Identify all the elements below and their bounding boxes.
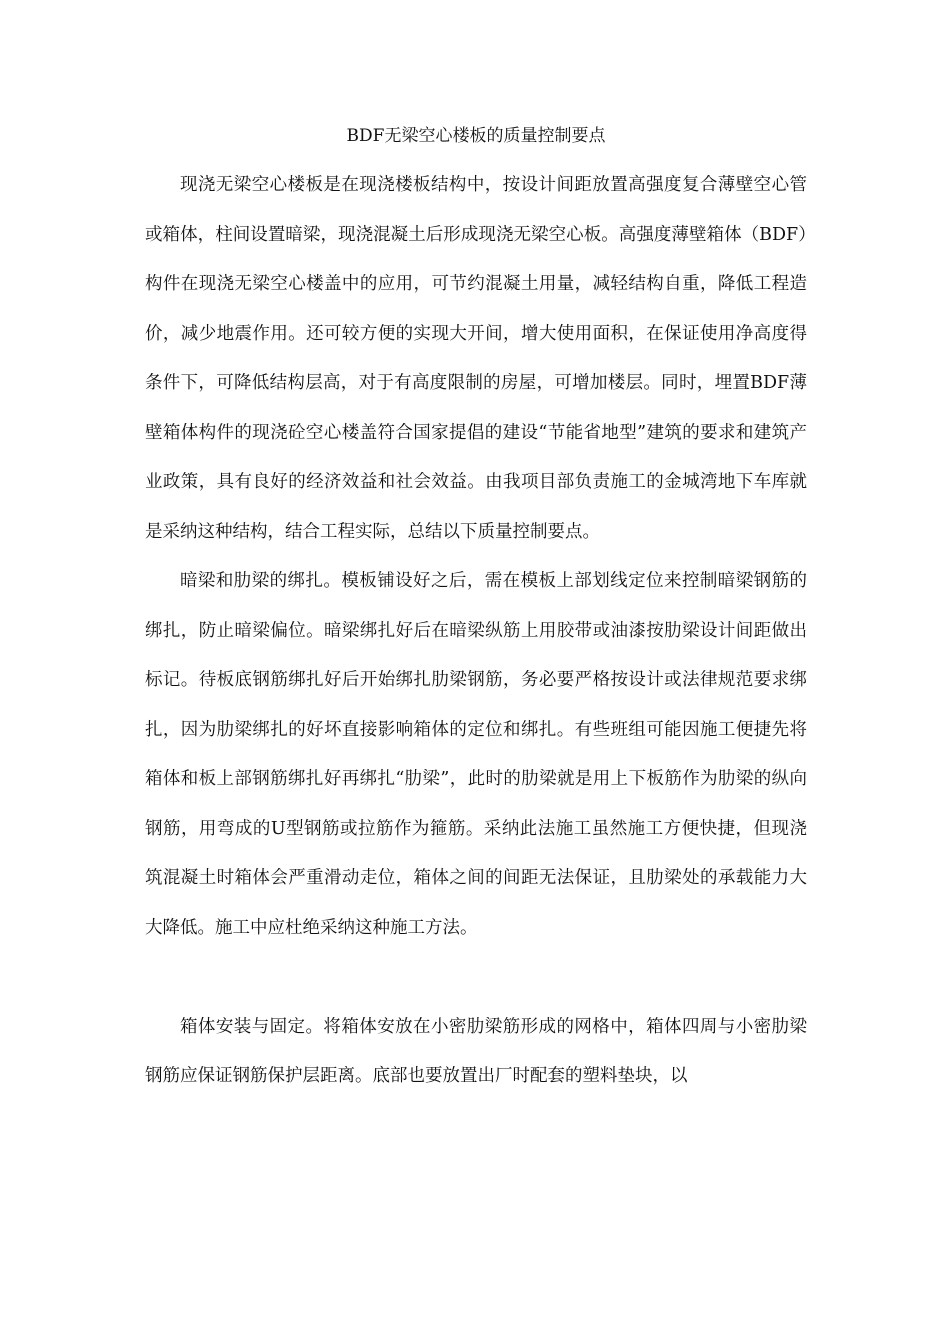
- paragraph-intro: 现浇无梁空心楼板是在现浇楼板结构中，按设计间距放置高强度复合薄壁空心管或箱体，柱间设置暗梁，现浇混凝土后形成现浇无梁空心板。高强度薄壁箱体（BDF）构件在现浇无梁空心楼盖中的应用，可节约混凝土用量，减轻结构自重，降低工程造价，减少地震作用。还可较方便的实现大开间，增大使用面积，在保证使用净高度得条件下，可降低结构层高，对于有高度限制的房屋，可增加楼层。同时，埋置BDF薄壁箱体构件的现浇砼空心楼盖符合国家提倡的建设“节能省地型”建筑的要求和建筑产业政策，具有良好的经济效益和社会效益。由我项目部负责施工的金城湾地下车库就是采纳这种结构，结合工程实际，总结以下质量控制要点。: [145, 175, 807, 542]
- paragraph-beam-binding: 暗梁和肋梁的绑扎。模板铺设好之后，需在模板上部划线定位来控制暗梁钢筋的绑扎，防止暗梁偏位。暗梁绑扎好后在暗梁纵筋上用胶带或油漆按肋梁设计间距做出标记。待板底钢筋绑扎好后开始绑扎肋梁钢筋，务必要严格按设计或法律规范要求绑扎，因为肋梁绑扎的好坏直接影响箱体的定位和绑扎。有些班组可能因施工便捷先将箱体和板上部钢筋绑扎好再绑扎“肋梁”，此时的肋梁就是用上下板筋作为肋梁的纵向钢筋，用弯成的U型钢筋或拉筋作为箍筋。采纳此法施工虽然施工方便快捷，但现浇筑混凝土时箱体会严重滑动走位，箱体之间的间距无法保证，且肋梁处的承载能力大大降低。施工中应杜绝采纳这种施工方法。: [145, 571, 807, 938]
- document-title: BDF无梁空心楼板的质量控制要点: [346, 126, 606, 146]
- paragraph-box-installation: 箱体安装与固定。将箱体安放在小密肋梁筋形成的网格中，箱体四周与小密肋梁钢筋应保证钢筋保护层距离。底部也要放置出厂时配套的塑料垫块，以: [145, 1016, 807, 1086]
- paragraph-spacer: [145, 953, 807, 1003]
- document-body: [145, 118, 807, 1102]
